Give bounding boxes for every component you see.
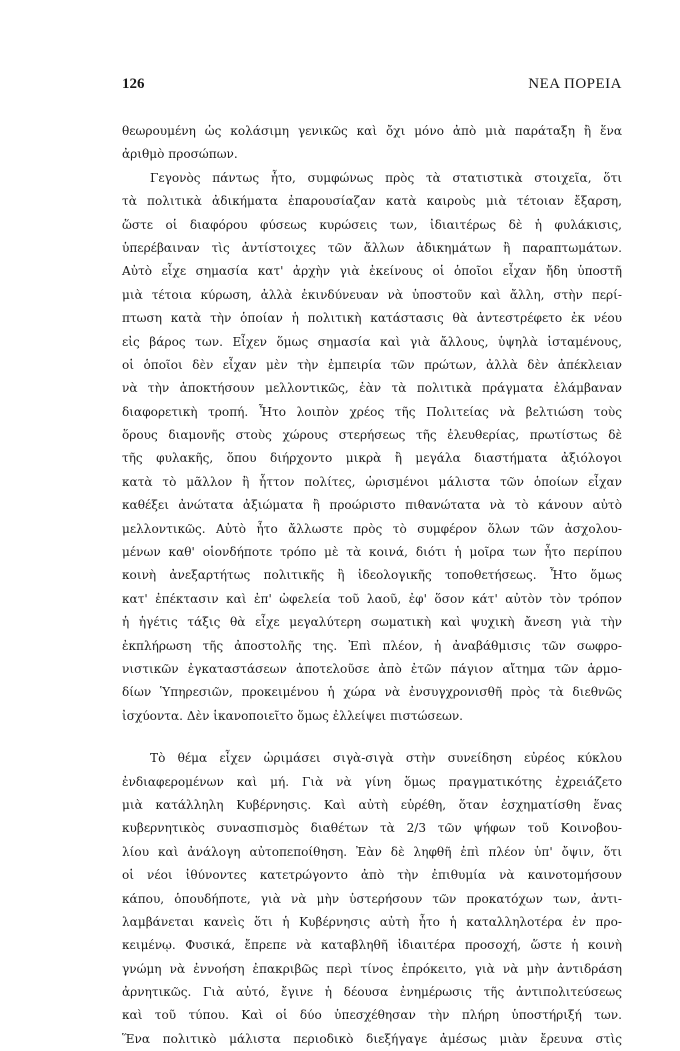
text-line: νὰ τὴν ἀποκτήσουν μελλοντικῶς, ἐὰν τὰ πολιτικὰ πράγματα ἐλάμβαναν (122, 381, 622, 396)
text-line: νιστικῶν ἐγκαταστάσεων ἀποτελοῦσε ἀπὸ ἐτῶν πάγιον αἴτημα τῶν ἁρμο- (122, 661, 622, 676)
text-line: ὑπερέβαιναν τὶς ἀντίστοιχες τῶν ἄλλων ἀδικημάτων ἢ παραπτωμάτων. (122, 240, 622, 255)
text-line: μιὰ κατάλληλη Κυβέρνησις. Καὶ αὐτὴ εὑρέθη, ὅταν ἐσχηματίσθη ἕνας (122, 797, 622, 812)
text-line: κατ' ἐπέκτασιν καὶ ἐπ' ὠφελεία τοῦ λαοῦ, ἐφ' ὅσον κάτ' αὐτὸν τὸν τρόπον (122, 591, 622, 606)
text-line: θεωρουμένη ὡς κολάσιμη γενικῶς καὶ ὄχι μόνο ἀπὸ μιὰ παράταξη ἢ ἕνα (122, 124, 622, 138)
text-line: ἰσχύοντα. Δὲν ἱκανοποιεῖτο ὅμως ἐλλείψει πιστώσεων. (122, 708, 464, 723)
text-line: Αὐτὸ εἶχε σημασία κατ' ἀρχὴν γιὰ ἐκείνους οἱ ὁποῖοι εἶχαν ἤδη ὑποστῆ (122, 264, 622, 279)
text-line: γνώμη νὰ ἐννοήση ἐπακριβῶς περὶ τίνος ἐπρόκειτο, γιὰ νὰ μὴν ἀντιδράση (122, 961, 622, 976)
text-line: καθέξει ἀνώτατα ἀξιώματα ἢ προώριστο πιθανώτατα νὰ τὸ κάνουν αὐτὸ (122, 498, 622, 513)
text-line: κυβερνητικὸς συνασπισμὸς διαθέτων τὰ 2/3 τῶν ψήφων τοῦ Κοινοβου- (122, 821, 622, 836)
text-line: ἡ ἡγέτις τάξις θὰ εἶχε μεγαλύτερη σωματικὴ καὶ ψυχικὴ ἄνεση γιὰ τὴν (122, 615, 622, 630)
running-title: ΝΕΑ ΠΟΡΕΙΑ (528, 76, 622, 92)
text-line: λίου καὶ ἀνάλογη αὐτοπεποίθηση. Ἐὰν δὲ ληφθῆ ἐπὶ πλέον ὑπ' ὄψιν, ὅτι (122, 844, 622, 859)
text-line: Ἕνα πολιτικὸ μάλιστα περιοδικὸ διεξήγαγε ἀμέσως μιὰν ἔρευνα στὶς (122, 1031, 622, 1046)
text-line: ὥστε οἱ διαφόρου φύσεως κυρώσεις των, ἰδιαιτέρως δὲ ἡ φυλάκισις, (122, 217, 622, 232)
text-line: διαφορετικὴ τροπή. Ἦτο λοιπὸν χρέος τῆς Πολιτείας νὰ βελτιώση τοὺς (122, 404, 622, 419)
text-line: μιὰ τέτοια κύρωση, ἀλλὰ ἐκινδύνευαν νὰ ὑποστοῦν καὶ ἄλλη, στὴν περί- (122, 287, 622, 302)
text-line: ὅρους διαμονῆς στοὺς χώρους στερήσεως τῆς ἐλευθερίας, πρωτίστως δὲ (122, 428, 622, 443)
text-line: τὰ πολιτικὰ ἀδικήματα ἐπαρουσίαζαν κατὰ καιροὺς μιὰ τέτοιαν ἔξαρση, (122, 194, 622, 209)
paragraph-2 (122, 167, 622, 728)
text-line: οἱ νέοι ἰθύνοντες κατετρώγοντο ἀπὸ τὴν ἐπιθυμία νὰ καινοτομήσουν (122, 868, 622, 883)
page-number: 126 (122, 76, 145, 92)
text-line: τῆς φυλακῆς, ὅπου διήρχοντο μικρὰ ἢ μεγάλα διαστήματα ἀξιόλογοι (122, 451, 622, 466)
text-line: Γεγονὸς πάντως ἦτο, συμφώνως πρὸς τὰ στατιστικὰ στοιχεῖα, ὅτι (150, 170, 622, 185)
page-header (122, 76, 622, 102)
text-line: κοινὴ ἀνεξαρτήτως πολιτικῆς ἢ ἰδεολογικῆς τοποθετήσεως. Ἦτο ὅμως (122, 568, 622, 583)
text-line: κατὰ τὸ μᾶλλον ἢ ἧττον πολίτες, ὡρισμένοι μάλιστα τῶν ὁποίων εἶχαν (122, 474, 622, 489)
text-line: εἰς βάρος των. Εἶχεν ὅμως σημασία καὶ γιὰ ἄλλους, ὑψηλὰ ἱσταμένους, (122, 334, 622, 349)
text-line: μένων καθ' οἱονδήποτε τρόπο μὲ τὰ κοινά, διότι ἡ μοῖρα των ἦτο περίπου (122, 545, 622, 560)
text-line: μελλοντικῶς. Αὐτὸ ἦτο ἄλλωστε πρὸς τὸ συμφέρον ὅλων τῶν ἀσχολου- (122, 521, 622, 536)
text-line: ἀριθμὸ προσώπων. (122, 147, 238, 162)
text-line: ἐνδιαφερομένων καὶ μή. Γιὰ νὰ γίνη ὅμως πραγματικότης ἐχρειάζετο (122, 774, 622, 789)
paragraph-3 (122, 747, 622, 1051)
text-line: κάπου, ὁπουδήποτε, γιὰ νὰ μὴν ὑστερήσουν τῶν προκατόχων των, ἀντι- (122, 891, 622, 906)
body-text (122, 120, 622, 1051)
text-line: οἱ ὁποῖοι δὲν εἶχαν μὲν τὴν ἐμπειρία τῶν πρώτων, ἀλλὰ δὲν ἀπέκλειαν (122, 357, 622, 372)
text-line: κειμένῳ. Φυσικά, ἔπρεπε νὰ καταβληθῆ ἰδιαιτέρα προσοχή, ὥστε ἡ κοινὴ (122, 938, 622, 953)
text-line: ἐκπλήρωση τῆς ἀποστολῆς της. Ἐπὶ πλέον, ἡ ἀναβάθμισις τῶν σωφρο- (122, 638, 622, 653)
text-line: ἀρνητικῶς. Γιὰ αὐτό, ἔγινε ἡ δέουσα ἐνημέρωσις τῆς ἀντιπολιτεύσεως (122, 985, 622, 1000)
text-line: πτωση κατὰ τὴν ὁποίαν ἡ πολιτικὴ κατάστασις θὰ ἀντεστρέφετο ἐκ νέου (122, 311, 622, 326)
text-line: λαμβάνεται κανεὶς ὅτι ἡ Κυβέρνησις αὐτὴ ἦτο ἡ καταλληλοτέρα ἐν προ- (122, 914, 622, 929)
text-line: Τὸ θέμα εἶχεν ὡριμάσει σιγὰ-σιγὰ στὴν συνείδηση εὐρέος κύκλου (150, 751, 622, 766)
paragraph-spacer (122, 728, 622, 747)
text-line: δίων Ὑπηρεσιῶν, προκειμένου ἡ χώρα νὰ ἐνσυγχρονισθῆ πρὸς τὰ διεθνῶς (122, 685, 622, 700)
paragraph-1 (122, 120, 622, 167)
text-line: καὶ τοῦ τύπου. Καὶ οἱ δύο ὑπεσχέθησαν τὴν πλήρη ὑποστήριξή των. (122, 1008, 622, 1023)
